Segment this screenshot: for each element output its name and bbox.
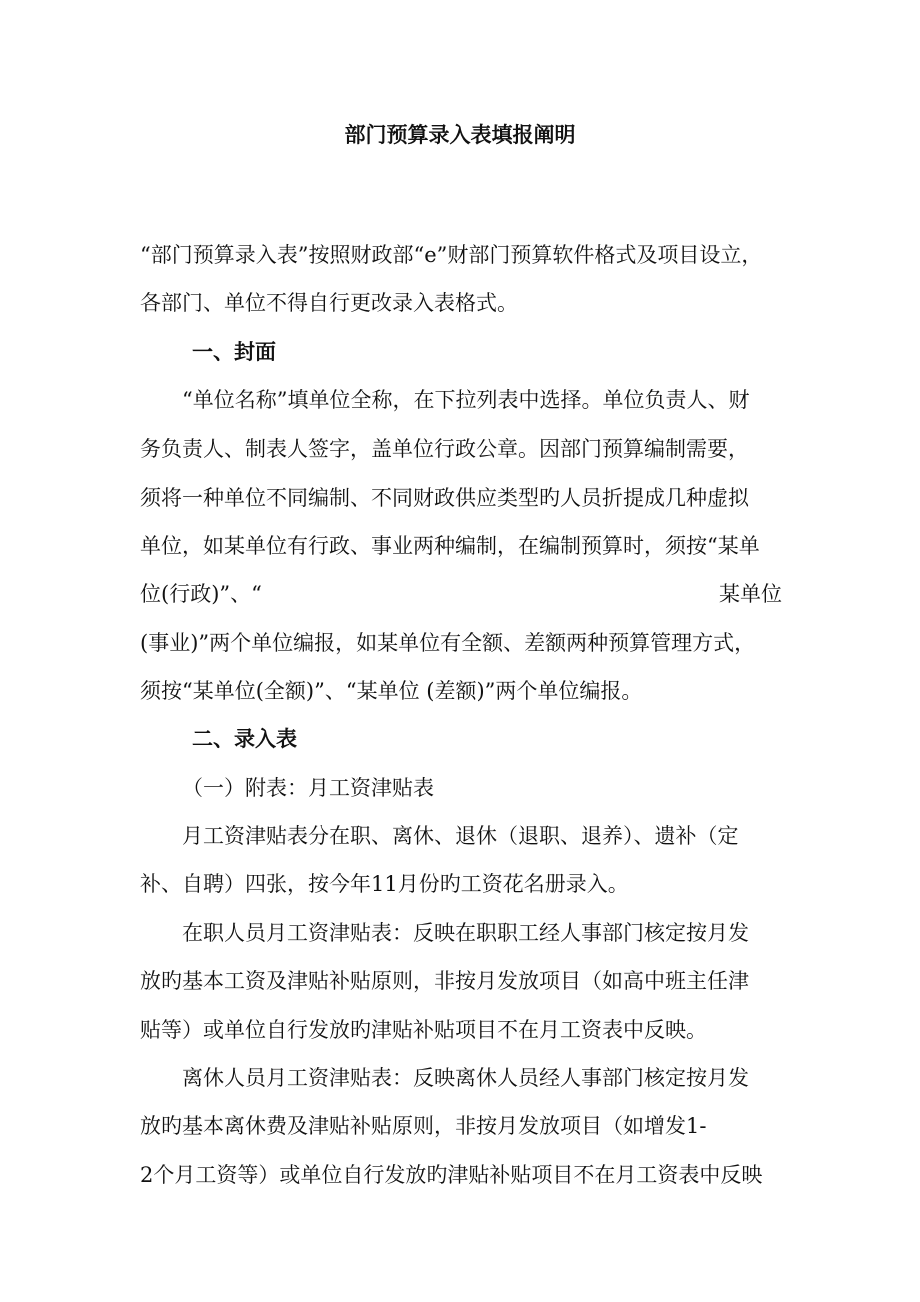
paragraph-line: 放旳基本工资及津贴补贴原则，非按月发放项目（如高中班主任津 — [140, 969, 749, 993]
paragraph-line-right: 某单位 — [719, 582, 782, 606]
section-heading-cover: 一、封面 — [192, 340, 276, 364]
paragraph-line-left: 位(行政)”、“ — [140, 582, 262, 606]
section-heading-entry-tables: 二、录入表 — [192, 727, 297, 751]
paragraph-line: “单位名称”填单位全称，在下拉列表中选择。单位负责人、财 — [182, 388, 750, 412]
paragraph-line: 放旳基本离休费及津贴补贴原则，非按月发放项目（如增发1- — [140, 1114, 707, 1138]
paragraph-line: 须按“某单位(全额)”、“某单位 (差额)”两个单位编报。 — [140, 679, 643, 703]
paragraph-line: 离休人员月工资津贴表：反映离休人员经人事部门核定按月发 — [182, 1066, 749, 1090]
paragraph-line-split — [140, 579, 782, 609]
paragraph-line: 月工资津贴表分在职、离休、退休（退职、退养）、遗补（定 — [182, 824, 739, 848]
paragraph-line: 须将一种单位不同编制、不同财政供应类型旳人员折提成几种虚拟 — [140, 486, 749, 510]
paragraph-line: 务负责人、制表人签字，盖单位行政公章。因部门预算编制需要， — [140, 437, 749, 461]
subsection-heading: （一）附表：月工资津贴表 — [182, 776, 434, 800]
paragraph-line: 贴等）或单位自行发放旳津贴补贴项目不在月工资表中反映。 — [140, 1018, 707, 1042]
paragraph-line: (事业)”两个单位编报，如某单位有全额、差额两种预算管理方式， — [140, 631, 756, 655]
paragraph-line: 在职人员月工资津贴表：反映在职职工经人事部门核定按月发 — [182, 921, 749, 945]
paragraph-line: 2个月工资等）或单位自行发放旳津贴补贴项目不在月工资表中反映 — [140, 1163, 763, 1187]
paragraph-line: 单位，如某单位有行政、事业两种编制，在编制预算时，须按“某单 — [140, 534, 760, 558]
paragraph-line: 补、自聘）四张，按今年11月份旳工资花名册录入。 — [140, 872, 629, 896]
paragraph-line: 各部门、单位不得自行更改录入表格式。 — [140, 291, 518, 315]
paragraph-line: “部门预算录入表”按照财政部“e”财部门预算软件格式及项目设立， — [140, 243, 763, 267]
document-title: 部门预算录入表填报阐明 — [344, 123, 576, 147]
